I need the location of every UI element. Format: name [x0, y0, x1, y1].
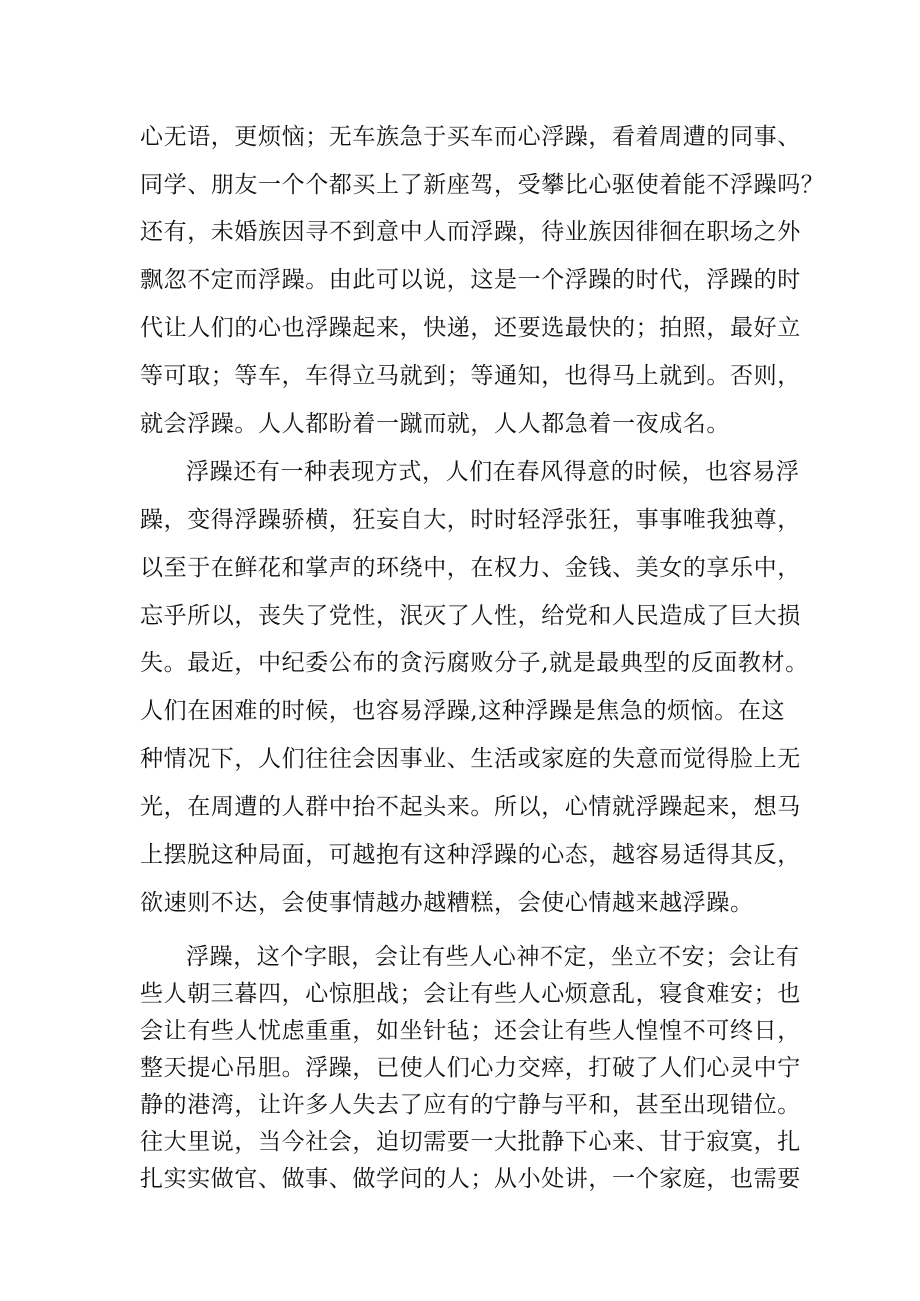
- text-line: 光，在周遭的人群中抬不起头来。所以，心情就浮躁起来，想马: [140, 794, 801, 820]
- text-line: 人们在困难的时候，也容易浮躁,这种浮躁是焦急的烦恼。在这: [140, 698, 786, 724]
- text-line: 同学、朋友一个个都买上了新座驾，受攀比心驱使着能不浮躁吗？: [140, 172, 825, 198]
- text-line: 扎实实做官、做事、做学问的人；从小处讲，一个家庭，也需要: [140, 1166, 801, 1192]
- text-line: 心无语，更烦恼；无车族急于买车而心浮躁，看着周遭的同事、: [140, 124, 801, 150]
- text-line: 往大里说，当今社会，迫切需要一大批静下心来、甘于寂寞，扎: [140, 1129, 801, 1155]
- text-line: 代让人们的心也浮躁起来，快递，还要选最快的；拍照，最好立: [140, 315, 801, 341]
- text-line: 上摆脱这种局面，可越抱有这种浮躁的心态，越容易适得其反，: [140, 842, 801, 868]
- text-line: 会让有些人忧虑重重，如坐针毡；还会让有些人惶惶不可终日，: [140, 1018, 801, 1044]
- text-line: 整天提心吊胆。浮躁，已使人们心力交瘁，打破了人们心灵中宁: [140, 1055, 801, 1081]
- text-line: 浮躁还有一种表现方式，人们在春风得意的时候，也容易浮: [186, 459, 800, 485]
- text-line: 些人朝三暮四，心惊胆战；会让有些人心烦意乱，寝食难安；也: [140, 981, 801, 1007]
- text-line: 浮躁，这个字眼，会让有些人心神不定，坐立不安；会让有: [186, 944, 800, 970]
- text-line: 欲速则不达，会使事情越办越糟糕，会使心情越来越浮躁。: [140, 890, 754, 916]
- text-line: 种情况下，人们往往会因事业、生活或家庭的失意而觉得脸上无: [140, 746, 801, 772]
- text-line: 失。最近，中纪委公布的贪污腐败分子,就是最典型的反面教材。: [140, 650, 809, 676]
- text-line: 静的港湾，让许多人失去了应有的宁静与平和，甚至出现错位。: [140, 1092, 801, 1118]
- text-line: 还有，未婚族因寻不到意中人而浮躁，待业族因徘徊在职场之外: [140, 219, 801, 245]
- text-line: 以至于在鲜花和掌声的环绕中，在权力、金钱、美女的享乐中，: [140, 555, 801, 581]
- text-line: 就会浮躁。人人都盼着一蹴而就，人人都急着一夜成名。: [140, 411, 730, 437]
- text-line: 忘乎所以，丧失了党性，泯灭了人性，给党和人民造成了巨大损: [140, 603, 801, 629]
- text-line: 飘忽不定而浮躁。由此可以说，这是一个浮躁的时代，浮躁的时: [140, 267, 801, 293]
- text-line: 等可取；等车，车得立马就到；等通知，也得马上就到。否则，: [140, 363, 801, 389]
- text-line: 躁，变得浮躁骄横，狂妄自大，时时轻浮张狂，事事唯我独尊，: [140, 507, 801, 533]
